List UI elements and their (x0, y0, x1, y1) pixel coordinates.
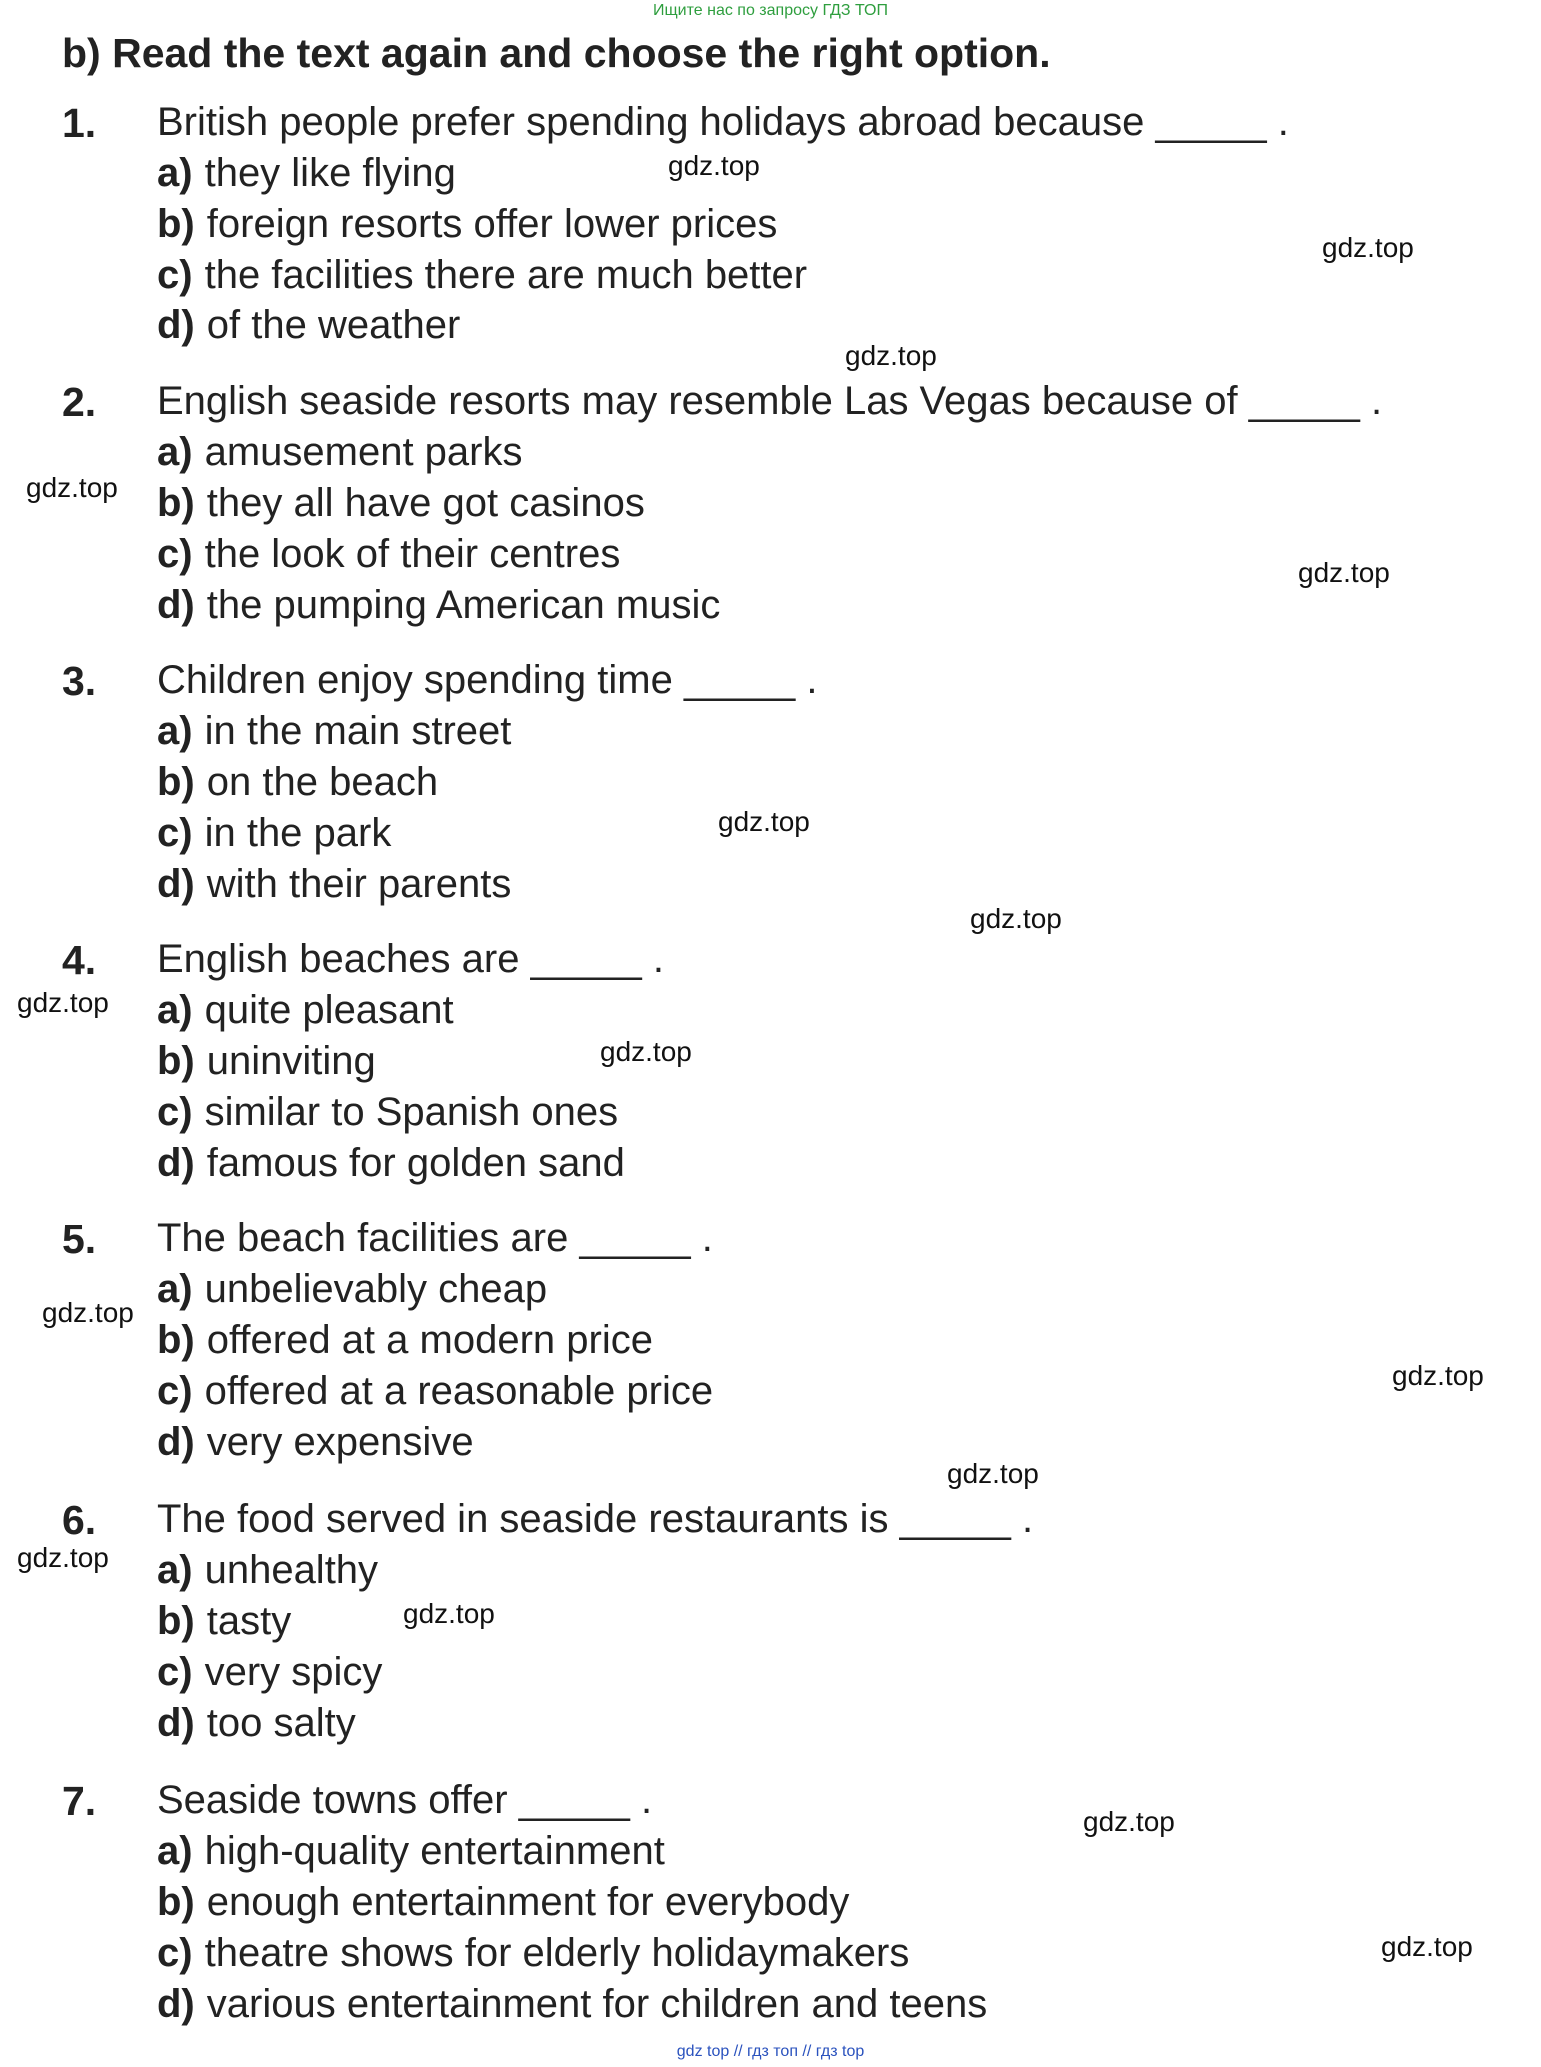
question-text: The food served in seaside restaurants is _____ . (157, 1497, 1034, 1541)
option[interactable]: b) on the beach (157, 760, 439, 804)
option[interactable]: d) too salty (157, 1701, 356, 1745)
option[interactable]: d) the pumping American music (157, 583, 721, 627)
option[interactable]: b) foreign resorts offer lower prices (157, 202, 778, 246)
question-number: 3. (62, 658, 97, 704)
watermark: gdz.top (718, 806, 810, 837)
option[interactable]: c) the look of their centres (157, 532, 621, 576)
option[interactable]: c) in the park (157, 811, 392, 855)
watermark: gdz.top (1322, 232, 1414, 263)
watermark: gdz.top (1298, 557, 1390, 588)
watermark: gdz.top (970, 903, 1062, 934)
option[interactable]: b) tasty (157, 1599, 292, 1643)
question-number: 5. (62, 1216, 97, 1262)
option[interactable]: a) high-quality entertainment (157, 1829, 665, 1873)
option[interactable]: b) uninviting (157, 1039, 376, 1083)
option[interactable]: c) the facilities there are much better (157, 253, 808, 297)
option[interactable]: a) in the main street (157, 709, 512, 753)
watermark: gdz.top (845, 340, 937, 371)
option[interactable]: a) unhealthy (157, 1548, 379, 1592)
top-banner: Ищите нас по запросу ГДЗ ТОП (653, 2, 888, 19)
watermark: gdz.top (42, 1297, 134, 1328)
option[interactable]: a) amusement parks (157, 430, 523, 474)
question-number: 4. (62, 937, 97, 983)
option[interactable]: c) offered at a reasonable price (157, 1369, 714, 1413)
option[interactable]: c) similar to Spanish ones (157, 1090, 619, 1134)
watermark: gdz.top (668, 150, 760, 181)
watermark: gdz.top (1392, 1360, 1484, 1391)
watermark: gdz.top (600, 1036, 692, 1067)
option[interactable]: d) famous for golden sand (157, 1141, 625, 1185)
footer-links: gdz top // гдз топ // гдз top (676, 2043, 865, 2060)
option[interactable]: b) they all have got casinos (157, 481, 645, 525)
question-number: 1. (62, 100, 97, 146)
question-number: 7. (62, 1778, 97, 1824)
question-text: English beaches are _____ . (157, 937, 665, 981)
option[interactable]: d) of the weather (157, 303, 461, 347)
question-text: British people prefer spending holidays abroad because _____ . (157, 100, 1289, 144)
question-text: The beach facilities are _____ . (157, 1216, 713, 1260)
question-text: English seaside resorts may resemble Las Vegas because of _____ . (157, 379, 1383, 423)
option[interactable]: b) enough entertainment for everybody (157, 1880, 850, 1924)
option[interactable]: a) unbelievably cheap (157, 1267, 548, 1311)
question-text: Children enjoy spending time _____ . (157, 658, 818, 702)
watermark: gdz.top (1381, 1931, 1473, 1962)
question-number: 6. (62, 1497, 97, 1543)
question-number: 2. (62, 379, 97, 425)
option[interactable]: b) offered at a modern price (157, 1318, 653, 1362)
option[interactable]: c) theatre shows for elderly holidaymakers (157, 1931, 910, 1975)
option[interactable]: d) various entertainment for children and teens (157, 1982, 988, 2026)
option[interactable]: c) very spicy (157, 1650, 383, 1694)
option[interactable]: a) quite pleasant (157, 988, 454, 1032)
option[interactable]: a) they like flying (157, 151, 456, 195)
watermark: gdz.top (26, 472, 118, 503)
option[interactable]: d) very expensive (157, 1420, 474, 1464)
option[interactable]: d) with their parents (157, 862, 512, 906)
watermark: gdz.top (17, 1542, 109, 1573)
watermark: gdz.top (1083, 1806, 1175, 1837)
watermark: gdz.top (403, 1598, 495, 1629)
watermark: gdz.top (17, 987, 109, 1018)
question-text: Seaside towns offer _____ . (157, 1778, 653, 1822)
exercise-heading: b) Read the text again and choose the right option. (62, 30, 1051, 76)
watermark: gdz.top (947, 1458, 1039, 1489)
